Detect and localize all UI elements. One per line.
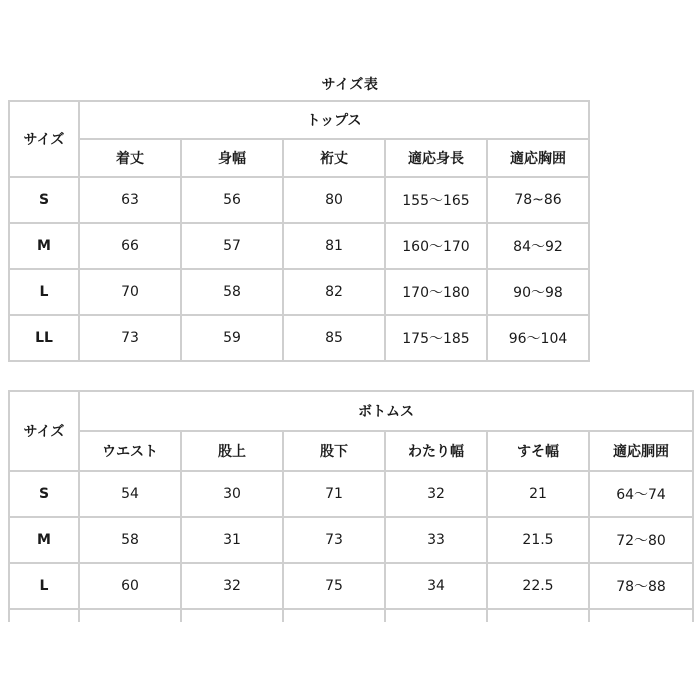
tops-value-cell: 57 (181, 223, 283, 269)
tops-size-cell: S (9, 177, 79, 223)
table-cell-cutoff (79, 609, 181, 622)
bottoms-value-cell: 34 (385, 563, 487, 609)
bottoms-col-header-hem: すそ幅 (487, 431, 589, 471)
tops-col-header-sleeve: 裄丈 (283, 139, 385, 177)
tops-value-cell: 58 (181, 269, 283, 315)
bottoms-size-table (8, 390, 694, 622)
tops-value-cell: 175～185 (385, 315, 487, 361)
tops-column-header-row (9, 139, 589, 177)
bottoms-cut-off-row (9, 609, 693, 622)
bottoms-value-cell: 31 (181, 517, 283, 563)
tops-value-cell: 96～104 (487, 315, 589, 361)
bottoms-row-m (9, 517, 693, 563)
bottoms-col-header-thigh: わたり幅 (385, 431, 487, 471)
tops-value-cell: 80 (283, 177, 385, 223)
tops-row-s (9, 177, 589, 223)
bottoms-value-cell: 54 (79, 471, 181, 517)
tops-col-header-length: 着丈 (79, 139, 181, 177)
bottoms-size-cell: M (9, 517, 79, 563)
tops-category-row (9, 101, 589, 139)
tops-category-header: トップス (79, 101, 589, 139)
tops-value-cell: 85 (283, 315, 385, 361)
bottoms-value-cell: 22.5 (487, 563, 589, 609)
tops-col-header-height: 適応身長 (385, 139, 487, 177)
bottoms-value-cell: 78～88 (589, 563, 693, 609)
tops-value-cell: 78~86 (487, 177, 589, 223)
bottoms-col-header-girth: 適応胴囲 (589, 431, 693, 471)
bottoms-value-cell: 75 (283, 563, 385, 609)
bottoms-value-cell: 64～74 (589, 471, 693, 517)
tops-value-cell: 63 (79, 177, 181, 223)
tops-value-cell: 81 (283, 223, 385, 269)
tops-value-cell: 170～180 (385, 269, 487, 315)
table-cell-cutoff (283, 609, 385, 622)
bottoms-value-cell: 21 (487, 471, 589, 517)
tops-value-cell: 155～165 (385, 177, 487, 223)
tops-col-header-width: 身幅 (181, 139, 283, 177)
tops-size-cell: M (9, 223, 79, 269)
tops-row-m (9, 223, 589, 269)
bottoms-value-cell: 32 (385, 471, 487, 517)
bottoms-value-cell: 21.5 (487, 517, 589, 563)
table-cell-cutoff (589, 609, 693, 622)
tops-value-cell: 160～170 (385, 223, 487, 269)
table-cell-cutoff (9, 609, 79, 622)
page-title: サイズ表 (321, 77, 379, 93)
tops-size-header: サイズ (9, 101, 79, 177)
tops-value-cell: 82 (283, 269, 385, 315)
table-cell-cutoff (181, 609, 283, 622)
bottoms-value-cell: 60 (79, 563, 181, 609)
bottoms-value-cell: 32 (181, 563, 283, 609)
tops-value-cell: 70 (79, 269, 181, 315)
bottoms-category-row (9, 391, 693, 431)
table-cell-cutoff (385, 609, 487, 622)
table-cell-cutoff (487, 609, 589, 622)
bottoms-row-l (9, 563, 693, 609)
bottoms-col-header-waist: ウエスト (79, 431, 181, 471)
tops-row-l (9, 269, 589, 315)
bottoms-row-s (9, 471, 693, 517)
tops-col-header-chest: 適応胸囲 (487, 139, 589, 177)
tops-size-table (8, 100, 590, 362)
bottoms-column-header-row (9, 431, 693, 471)
bottoms-value-cell: 58 (79, 517, 181, 563)
tops-value-cell: 84～92 (487, 223, 589, 269)
tops-row-ll (9, 315, 589, 361)
bottoms-size-header: サイズ (9, 391, 79, 471)
bottoms-value-cell: 30 (181, 471, 283, 517)
bottoms-value-cell: 73 (283, 517, 385, 563)
bottoms-value-cell: 72～80 (589, 517, 693, 563)
bottoms-size-cell: S (9, 471, 79, 517)
tops-value-cell: 66 (79, 223, 181, 269)
tops-value-cell: 90～98 (487, 269, 589, 315)
tops-value-cell: 73 (79, 315, 181, 361)
tops-value-cell: 56 (181, 177, 283, 223)
bottoms-size-cell: L (9, 563, 79, 609)
bottoms-col-header-inseam: 股下 (283, 431, 385, 471)
bottoms-value-cell: 33 (385, 517, 487, 563)
bottoms-value-cell: 71 (283, 471, 385, 517)
tops-size-cell: L (9, 269, 79, 315)
bottoms-col-header-rise: 股上 (181, 431, 283, 471)
tops-value-cell: 59 (181, 315, 283, 361)
bottoms-category-header: ボトムス (79, 391, 693, 431)
tops-size-cell: LL (9, 315, 79, 361)
